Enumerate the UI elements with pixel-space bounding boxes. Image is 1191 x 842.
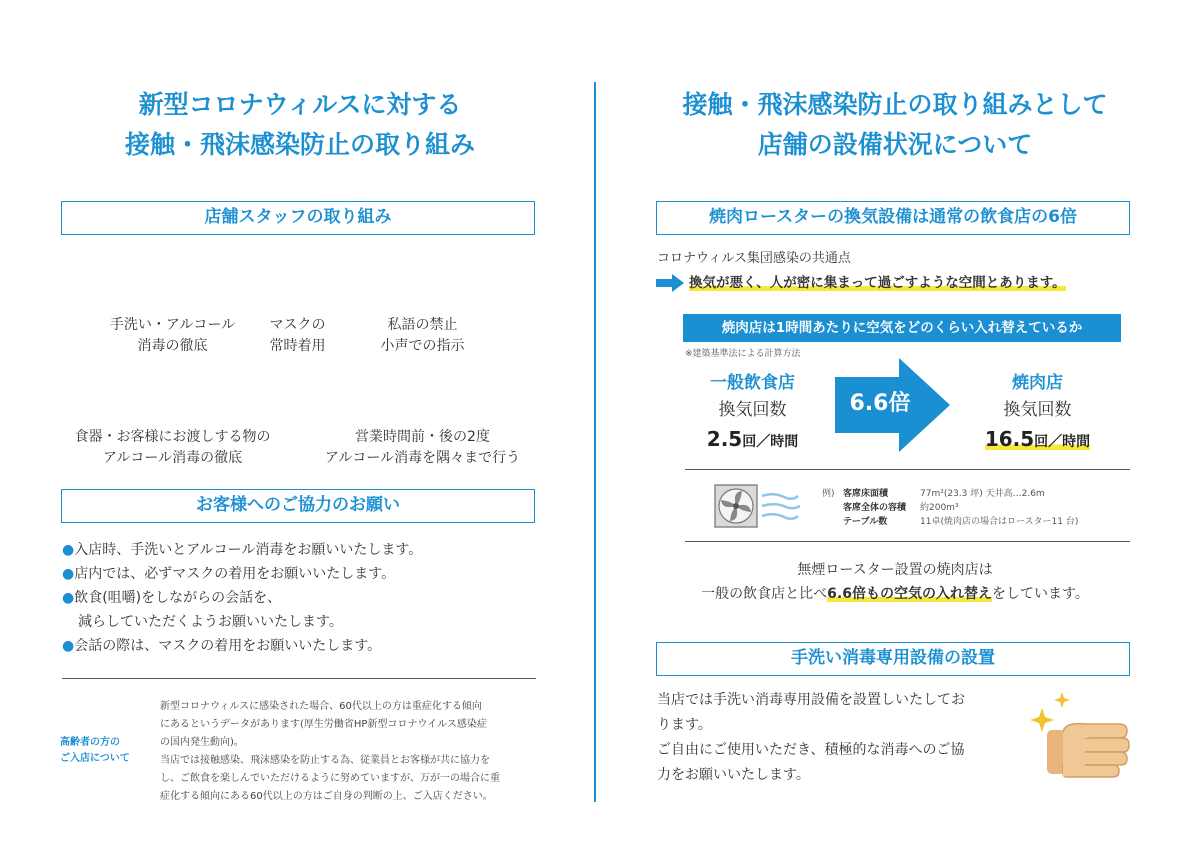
- bullet-text: 会話の際は、マスクの着用をお願いいたします。: [74, 638, 382, 654]
- staff-item-line: 手洗い・アルコール: [109, 317, 236, 333]
- spec-values: [920, 487, 1078, 529]
- staff-item-quiet: [360, 315, 485, 357]
- bullet-icon: ●: [62, 566, 75, 582]
- staff-item-line: 営業時間前・後の2度: [355, 429, 490, 445]
- yakiniku-value-highlight: [984, 427, 1091, 451]
- hand-text-line: 力をお願いいたします。: [657, 767, 810, 783]
- elderly-text-line: にあるというデータがあります(厚生労働省HP新型コロナウイルス感染症: [160, 719, 487, 730]
- staff-item-line: 小声での指示: [380, 338, 465, 354]
- summary-line2: [640, 582, 1150, 606]
- summary-text: 一般の飲食店と比べ: [701, 586, 828, 602]
- hand-text-line: ります。: [657, 717, 712, 733]
- list-item-continuation: 減らしていただくようお願いいたします。: [78, 614, 343, 630]
- summary-line1: 無煙ロースター設置の焼肉店は: [797, 562, 993, 578]
- right-title-line2: 店舗の設備状況について: [757, 130, 1033, 159]
- elderly-text: [160, 698, 550, 806]
- bullet-text: 飲食(咀嚼)をしながらの会話を、: [74, 590, 282, 606]
- elderly-label-line2: ご入店について: [60, 753, 130, 764]
- washing-hands-icon: [1045, 718, 1130, 783]
- elderly-text-line: 症化する傾向にある60代以上の方はご自身の判断の上、ご入店ください。: [160, 791, 493, 802]
- general-label: 換気回数: [718, 400, 787, 420]
- elderly-text-line: 当店では接触感染、飛沫感染を防止する為、従業員とお客様が共に協力を: [160, 755, 490, 766]
- yakiniku-unit: 回／時間: [1034, 434, 1091, 450]
- staff-item-line: マスクの: [269, 317, 326, 333]
- yakiniku-name: 焼肉店: [1012, 373, 1063, 393]
- elderly-text-line: 新型コロナウィルスに感染された場合、60代以上の方は重症化する傾向: [160, 701, 482, 712]
- divider-line: [62, 678, 536, 679]
- list-item: [62, 634, 542, 658]
- spec-label: テーブル数: [843, 517, 888, 527]
- staff-heading: 店舗スタッフの取り組み: [61, 201, 535, 235]
- list-item: [62, 538, 542, 562]
- spec-label: 客席床面積: [843, 489, 889, 499]
- hand-text-line: 当店では手洗い消毒専用設備を設置しいたしてお: [657, 692, 965, 708]
- spec-labels: [843, 487, 906, 529]
- spec-label: 客席全体の容積: [843, 503, 907, 513]
- ventilation-banner: 焼肉店は1時間あたりに空気をどのくらい入れ替えているか: [683, 314, 1121, 342]
- staff-item-line: 私語の禁止: [387, 317, 458, 333]
- summary-highlight: 6.6倍もの空気の入れ替え: [827, 586, 992, 602]
- calc-note: ※建築基準法による計算方法: [685, 349, 801, 359]
- general-value: 2.5: [706, 427, 743, 451]
- bullet-icon: ●: [62, 590, 75, 606]
- general-unit: 回／時間: [742, 434, 799, 450]
- bullet-text: 店内では、必ずマスクの着用をお願いいたします。: [74, 566, 396, 582]
- staff-item-disinfect-hours: [305, 427, 540, 469]
- general-value-row: [690, 424, 815, 457]
- list-item: [62, 586, 542, 610]
- customer-heading: お客様へのご協力のお願い: [61, 489, 535, 523]
- elderly-label-line1: 高齢者の方の: [60, 737, 120, 748]
- multiplier: 6.6倍: [849, 391, 911, 416]
- staff-item-line: 食器・お客様にお渡しする物の: [74, 429, 271, 445]
- staff-item-line: 消毒の徹底: [137, 338, 208, 354]
- hand-text: [657, 688, 1017, 788]
- divider-line: [685, 469, 1130, 470]
- spec-value: 約200m³: [920, 503, 959, 513]
- spec-value: 11卓(焼肉店の場合はロースター11 台): [920, 517, 1079, 527]
- staff-item-handwash: [100, 315, 245, 357]
- hand-heading: 手洗い消毒専用設備の設置: [656, 642, 1130, 676]
- example-prefix: 例): [822, 489, 835, 499]
- spec-value: 77m²(23.3 坪) 天井高…2.6m: [920, 489, 1045, 499]
- bullet-icon: ●: [62, 638, 75, 654]
- staff-item-line: アルコール消毒の徹底: [102, 450, 243, 466]
- left-title-line2: 接触・飛沫感染防止の取り組み: [124, 130, 475, 159]
- right-title-line1: 接触・飛沫感染防止の取り組みとして: [682, 90, 1108, 119]
- bullet-icon: ●: [62, 542, 75, 558]
- general-name: 一般飲食店: [710, 373, 795, 393]
- yakiniku-value: 16.5: [984, 427, 1035, 451]
- arrow-text: 換気が悪く、人が密に集まって過ごすような空間とあります。: [689, 275, 1066, 291]
- staff-item-line: 常時着用: [269, 338, 326, 354]
- elderly-text-line: の国内発生動向)。: [160, 737, 244, 748]
- bullet-text: 入店時、手洗いとアルコール消毒をお願いいたします。: [74, 542, 423, 558]
- left-title: [60, 85, 540, 165]
- staff-item-line: アルコール消毒を隅々まで行う: [324, 450, 521, 466]
- yakiniku-block: [970, 370, 1105, 457]
- hand-text-line: ご自由にご使用いただき、積極的な消毒へのご協: [657, 742, 965, 758]
- summary: [640, 558, 1150, 606]
- yakiniku-value-row: [970, 424, 1105, 457]
- ventilation-fan-icon: [712, 482, 802, 530]
- staff-item-mask: [250, 315, 345, 357]
- customer-request-list: [62, 538, 542, 658]
- common-point-text: コロナウィルス集団感染の共通点: [657, 251, 851, 266]
- list-item: [62, 562, 542, 586]
- arrow-right-icon: [656, 273, 686, 293]
- elderly-text-line: し、ご飲食を楽しんでいただけるように努めていますが、万が一の場合に重: [160, 773, 500, 784]
- divider-line: [685, 541, 1130, 542]
- yakiniku-label: 換気回数: [1003, 400, 1072, 420]
- column-divider: [594, 82, 596, 802]
- right-title: [630, 85, 1160, 165]
- staff-item-tableware: [55, 427, 290, 469]
- vent-heading: 焼肉ロースターの換気設備は通常の飲食店の6倍: [656, 201, 1130, 235]
- summary-text: をしています。: [991, 586, 1089, 602]
- elderly-label: [60, 735, 155, 767]
- left-title-line1: 新型コロナウィルスに対する: [138, 90, 462, 119]
- general-restaurant-block: [690, 370, 815, 457]
- arrow-text-wrap: [689, 272, 1066, 294]
